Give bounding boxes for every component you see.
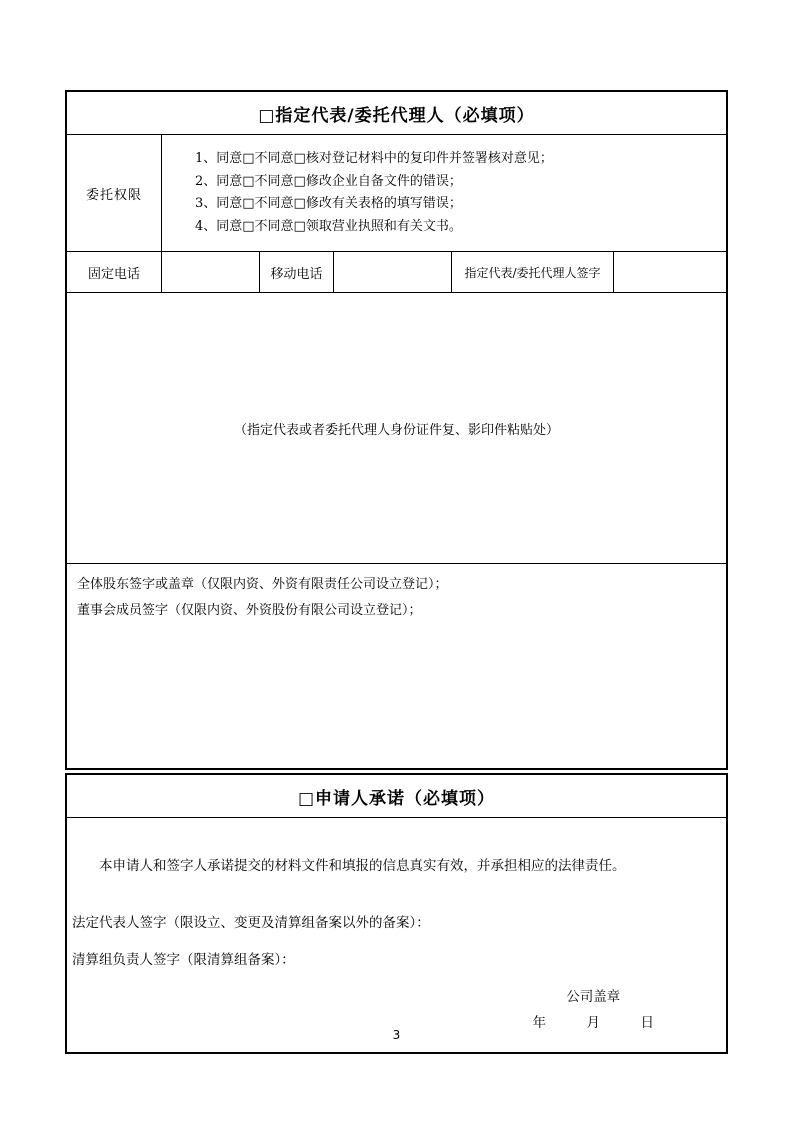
- mobile-phone-value[interactable]: [334, 252, 452, 292]
- shareholder-signature-line: 全体股东签字或盖章（仅限内资、外资有限责任公司设立登记）；: [77, 577, 448, 592]
- authority-item-4: 4、同意□不同意□领取营业执照和有关文书。: [195, 218, 462, 234]
- legal-rep-signature-line: 法定代表人签字（限设立、变更及清算组备案以外的备案）：: [72, 915, 430, 931]
- id-paste-area: [67, 293, 726, 564]
- phone-row: [67, 252, 726, 293]
- mobile-phone-label: 移动电话: [260, 252, 334, 292]
- authority-label: 委托权限: [67, 135, 162, 251]
- authority-row: [67, 135, 726, 252]
- authority-items: [162, 135, 726, 251]
- id-paste-note: （指定代表或者委托代理人身份证件复、影印件粘贴处）: [233, 422, 559, 438]
- fixed-phone-value[interactable]: [162, 252, 260, 292]
- form-body: [65, 90, 728, 1054]
- promise-text: 本申请人和签字人承诺提交的材料文件和填报的信息真实有效，并承担相应的法律责任。: [99, 858, 626, 874]
- promise-body: [67, 854, 726, 1052]
- authority-item-1: 1、同意□不同意□核对登记材料中的复印件并签署核对意见；: [195, 151, 553, 166]
- authority-item-2: 2、同意□不同意□修改企业自备文件的错误；: [195, 173, 462, 189]
- liquidation-signature-line: 清算组负责人签字（限清算组备案）：: [72, 952, 295, 968]
- authority-item-3: 3、同意□不同意□修改有关表格的填写错误；: [195, 196, 462, 211]
- promise-table-title: □申请人承诺（必填项）: [67, 775, 726, 818]
- fixed-phone-label: 固定电话: [67, 252, 162, 292]
- page-number: 3: [392, 1028, 401, 1042]
- agent-signature-value[interactable]: [614, 252, 726, 292]
- agent-signature-label: 指定代表/委托代理人签字: [452, 252, 614, 292]
- company-seal-label: 公司盖章: [566, 989, 621, 1005]
- shareholder-signature-area[interactable]: [67, 564, 726, 768]
- delegate-table: [65, 90, 728, 770]
- date-line: 年 月 日: [532, 1015, 654, 1031]
- board-signature-line: 董事会成员签字（仅限内资、外资股份有限公司设立登记）；: [77, 603, 422, 618]
- delegate-table-title: □指定代表/委托代理人（必填项）: [67, 92, 726, 135]
- promise-table: [65, 773, 728, 1054]
